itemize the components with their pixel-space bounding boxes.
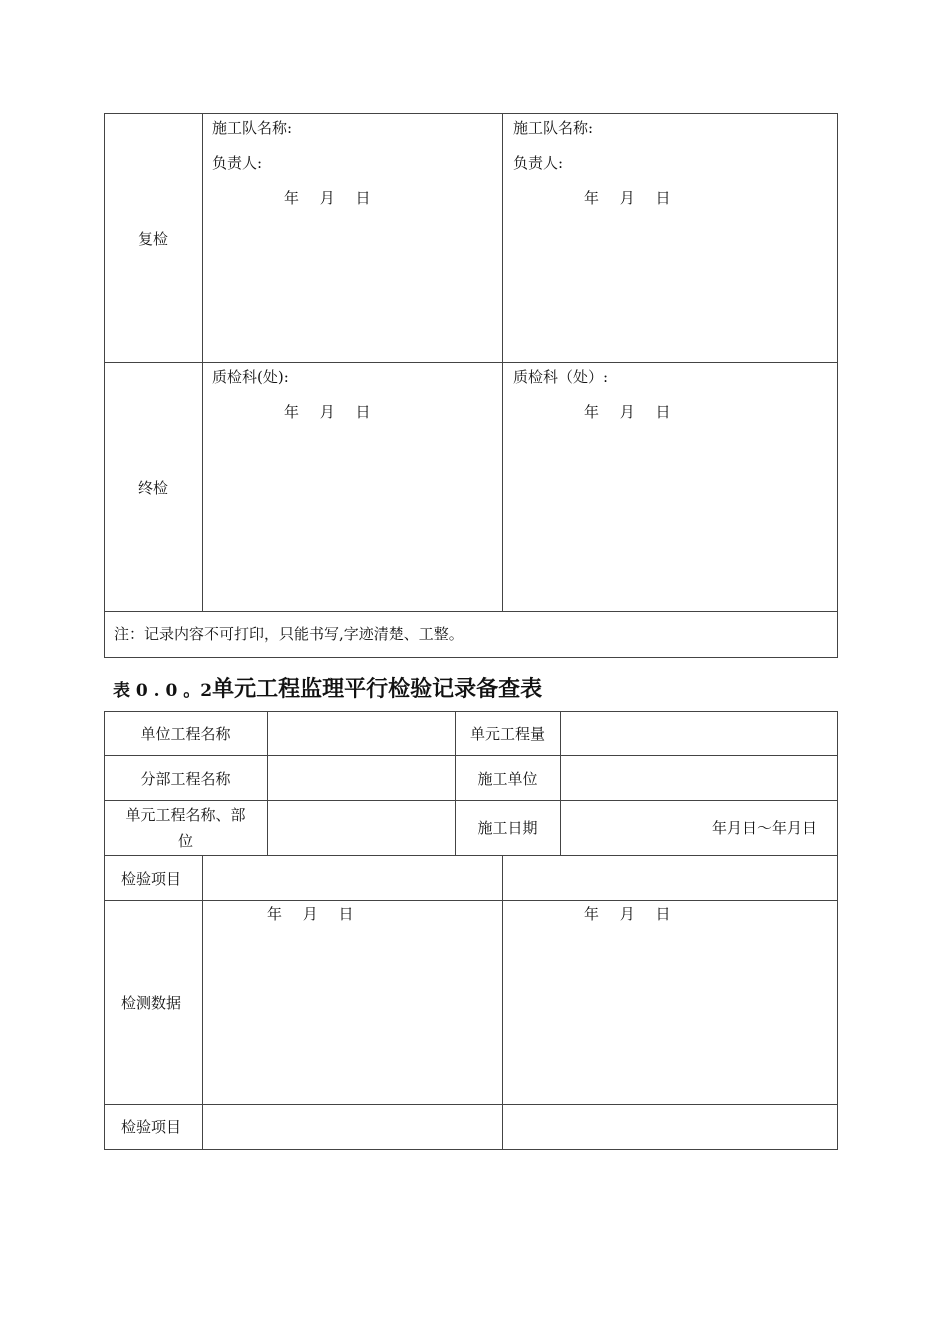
- inspection-item-label-2: 检验项目: [121, 1118, 182, 1136]
- team-name-label-right: 施工队名称:: [513, 119, 594, 137]
- team-name-label-left: 施工队名称:: [212, 119, 293, 137]
- test-data-date-right: 年 月 日: [584, 905, 671, 923]
- qc-label-left: 质检科(处):: [212, 368, 289, 386]
- element-name-label-line2: 位: [177, 832, 193, 850]
- table2-title-prefix: 表 0 . 0 。2: [113, 681, 213, 701]
- table2-title: [113, 672, 542, 703]
- element-quantity-label: 单元工程量: [469, 725, 545, 743]
- element-name-label-line1: 单元工程名称、部: [125, 806, 246, 824]
- table2-col-divider-e: [502, 855, 503, 1150]
- table2-row-divider-5: [104, 1104, 838, 1105]
- table2-col-divider-c: [560, 711, 561, 855]
- final-check-label: 终检: [137, 479, 168, 497]
- table1-note: 注：记录内容不可打印，只能书写,字迹清楚、工整。: [114, 625, 464, 643]
- table1-row-divider-1: [104, 362, 838, 363]
- construction-date-label: 施工日期: [477, 819, 538, 837]
- sub-project-name-label: 分部工程名称: [140, 770, 231, 788]
- final-date-left: 年 月 日: [284, 403, 371, 421]
- person-label-right: 负责人:: [513, 154, 564, 172]
- table2-row-divider-1: [104, 755, 838, 756]
- table2-title-main: 单元工程监理平行检验记录备查表: [212, 676, 543, 702]
- unit-project-name-label: 单位工程名称: [140, 725, 231, 743]
- person-label-left: 负责人:: [212, 154, 263, 172]
- final-date-right: 年 月 日: [584, 403, 671, 421]
- table2-row-divider-2: [104, 800, 838, 801]
- test-data-label: 检测数据: [121, 994, 182, 1012]
- test-data-date-left: 年 月 日: [267, 905, 354, 923]
- table2-col-divider-a: [267, 711, 268, 855]
- qc-label-right: 质检科（处）:: [513, 368, 609, 386]
- construction-unit-label: 施工单位: [477, 770, 538, 788]
- table2-col-divider-d: [202, 855, 203, 1150]
- table1-row-divider-2: [104, 611, 838, 612]
- inspection-item-label-1: 检验项目: [121, 870, 182, 888]
- recheck-date-right: 年 月 日: [584, 189, 671, 207]
- recheck-date-left: 年 月 日: [284, 189, 371, 207]
- construction-date-range: 年月日～年月日: [712, 819, 818, 837]
- recheck-label: 复检: [137, 230, 168, 248]
- table2-row-divider-4: [104, 900, 838, 901]
- table2-row-divider-3: [104, 855, 838, 856]
